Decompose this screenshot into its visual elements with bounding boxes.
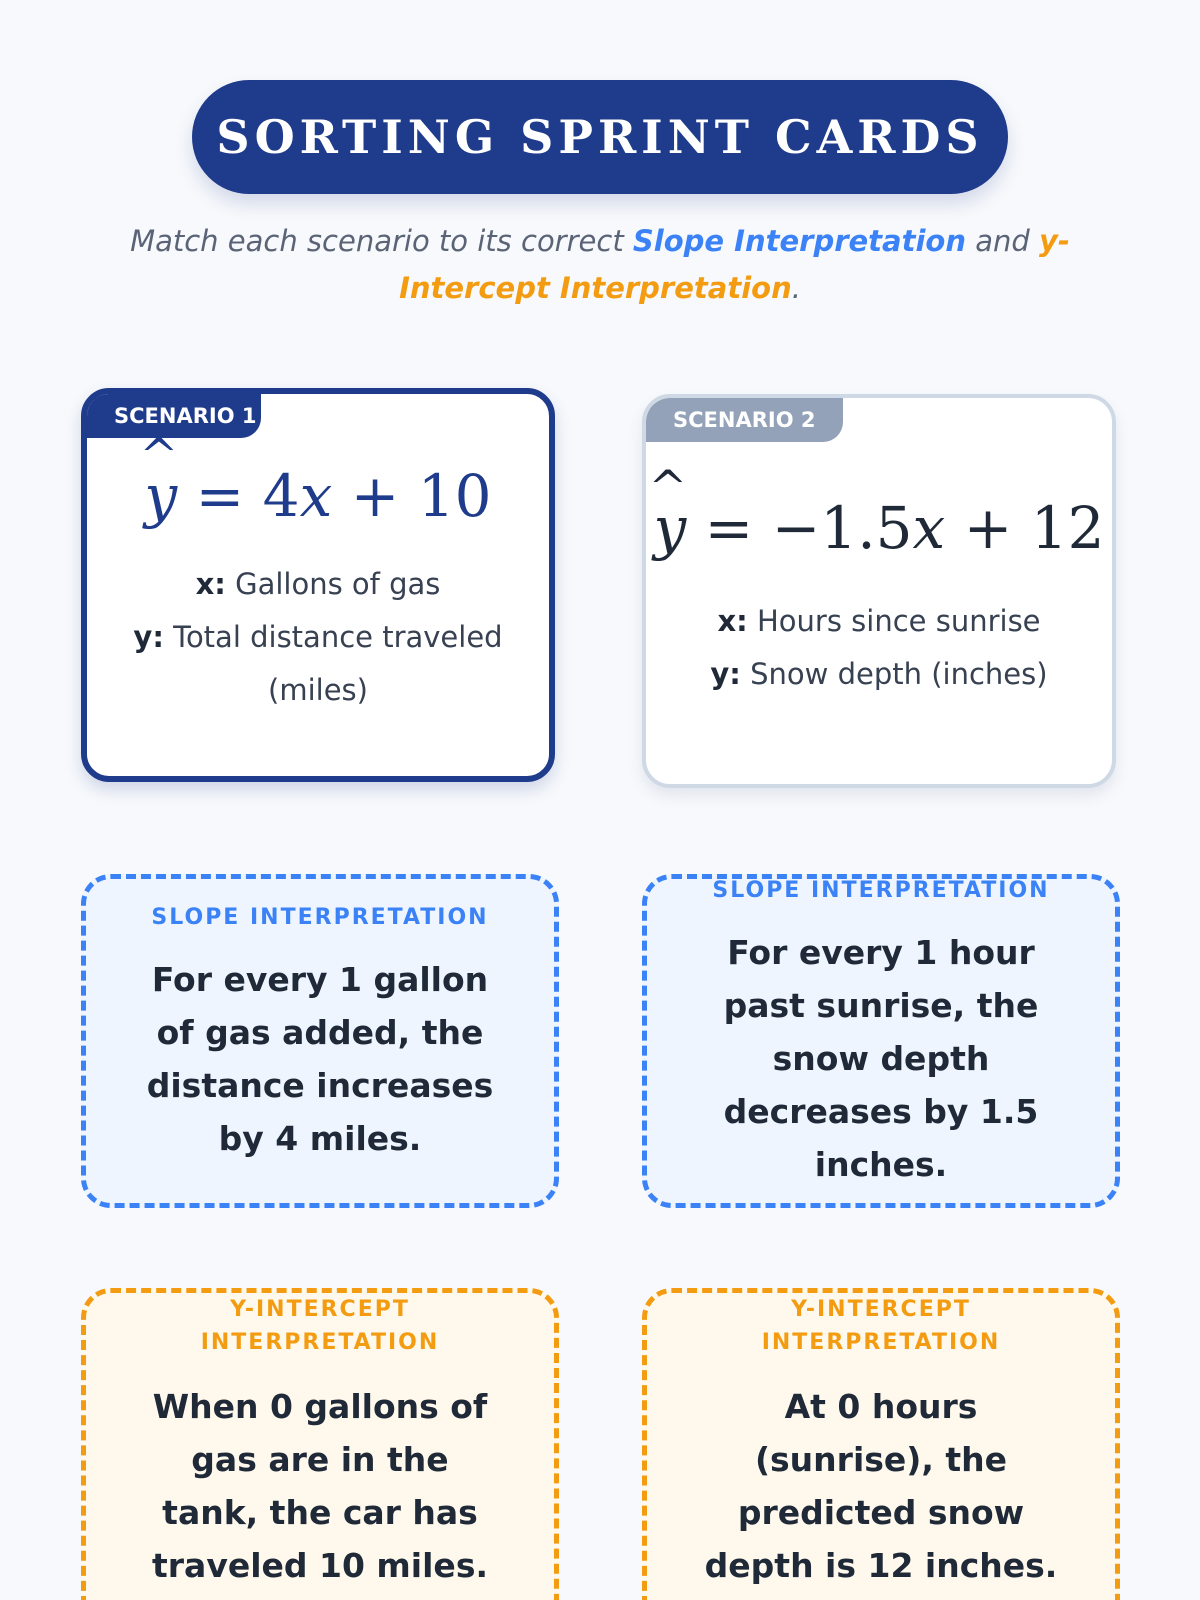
- scenario-card-2[interactable]: [642, 394, 1116, 788]
- x-definition: [686, 595, 1072, 648]
- slope-card-1[interactable]: [81, 874, 559, 1208]
- instructions-text-end: .: [791, 271, 801, 305]
- scenario-equation: [646, 494, 1112, 562]
- instructions-slope-term: Slope Interpretation: [632, 224, 966, 258]
- x-description: Hours since sunrise: [757, 604, 1041, 638]
- intercept-card-label: Y-INTERCEPT INTERPRETATION: [200, 1297, 440, 1355]
- intercept-card-label: Y-INTERCEPT INTERPRETATION: [761, 1297, 1001, 1355]
- instructions-intercept-term: y-Intercept Interpretation: [399, 224, 1070, 305]
- y-definition: [686, 648, 1072, 701]
- slope-card-label: SLOPE INTERPRETATION: [151, 905, 489, 930]
- instructions: [120, 218, 1080, 312]
- intercept-card-1[interactable]: [81, 1288, 559, 1600]
- equation-plus: +: [963, 494, 1013, 562]
- variable-definitions: [127, 558, 509, 717]
- equation-y-hat: ^ y: [653, 494, 686, 562]
- intercept-card-text: When 0 gallons of gas are in the tank, the car has traveled 10 miles.: [152, 1387, 488, 1585]
- equation-coefficient: −1.5: [771, 494, 913, 562]
- intercept-card-2[interactable]: [642, 1288, 1120, 1600]
- x-definition: [127, 558, 509, 611]
- instructions-text-middle: and: [965, 224, 1039, 258]
- equation-x: x: [912, 494, 946, 562]
- equation-constant: 10: [417, 462, 492, 530]
- equation-x: x: [299, 462, 333, 530]
- equation-equals: =: [195, 462, 245, 530]
- slope-card-text: For every 1 gallon of gas added, the distance increases by 4 miles.: [146, 960, 494, 1158]
- y-description: Snow depth (inches): [750, 657, 1048, 691]
- slope-card-text: For every 1 hour past sunrise, the snow depth decreases by 1.5 inches.: [723, 933, 1039, 1184]
- scenario-card-1[interactable]: [81, 388, 555, 782]
- x-key: x:: [717, 604, 748, 638]
- scenario-tab-label: SCENARIO 1: [87, 394, 261, 438]
- title-banner: [192, 80, 1008, 194]
- scenario-equation: [87, 462, 549, 530]
- y-description: Total distance traveled (miles): [173, 620, 503, 707]
- equation-plus: +: [350, 462, 400, 530]
- intercept-card-text: At 0 hours (sunrise), the predicted snow depth is 12 inches.: [704, 1387, 1058, 1585]
- equation-coefficient: 4: [262, 462, 300, 530]
- variable-definitions: [686, 595, 1072, 701]
- slope-card-2[interactable]: [642, 874, 1120, 1208]
- slope-card-label: SLOPE INTERPRETATION: [712, 878, 1050, 903]
- x-key: x:: [195, 567, 226, 601]
- equation-constant: 12: [1030, 494, 1105, 562]
- y-key: y:: [710, 657, 741, 691]
- x-description: Gallons of gas: [235, 567, 441, 601]
- scenario-tab-label: SCENARIO 2: [646, 398, 843, 442]
- y-definition: [127, 611, 509, 717]
- equation-y-hat: ^ y: [144, 462, 177, 530]
- instructions-text-start: Match each scenario to its correct: [130, 224, 633, 258]
- page-title: SORTING SPRINT CARDS: [216, 110, 984, 164]
- y-key: y:: [133, 620, 164, 654]
- equation-equals: =: [704, 494, 754, 562]
